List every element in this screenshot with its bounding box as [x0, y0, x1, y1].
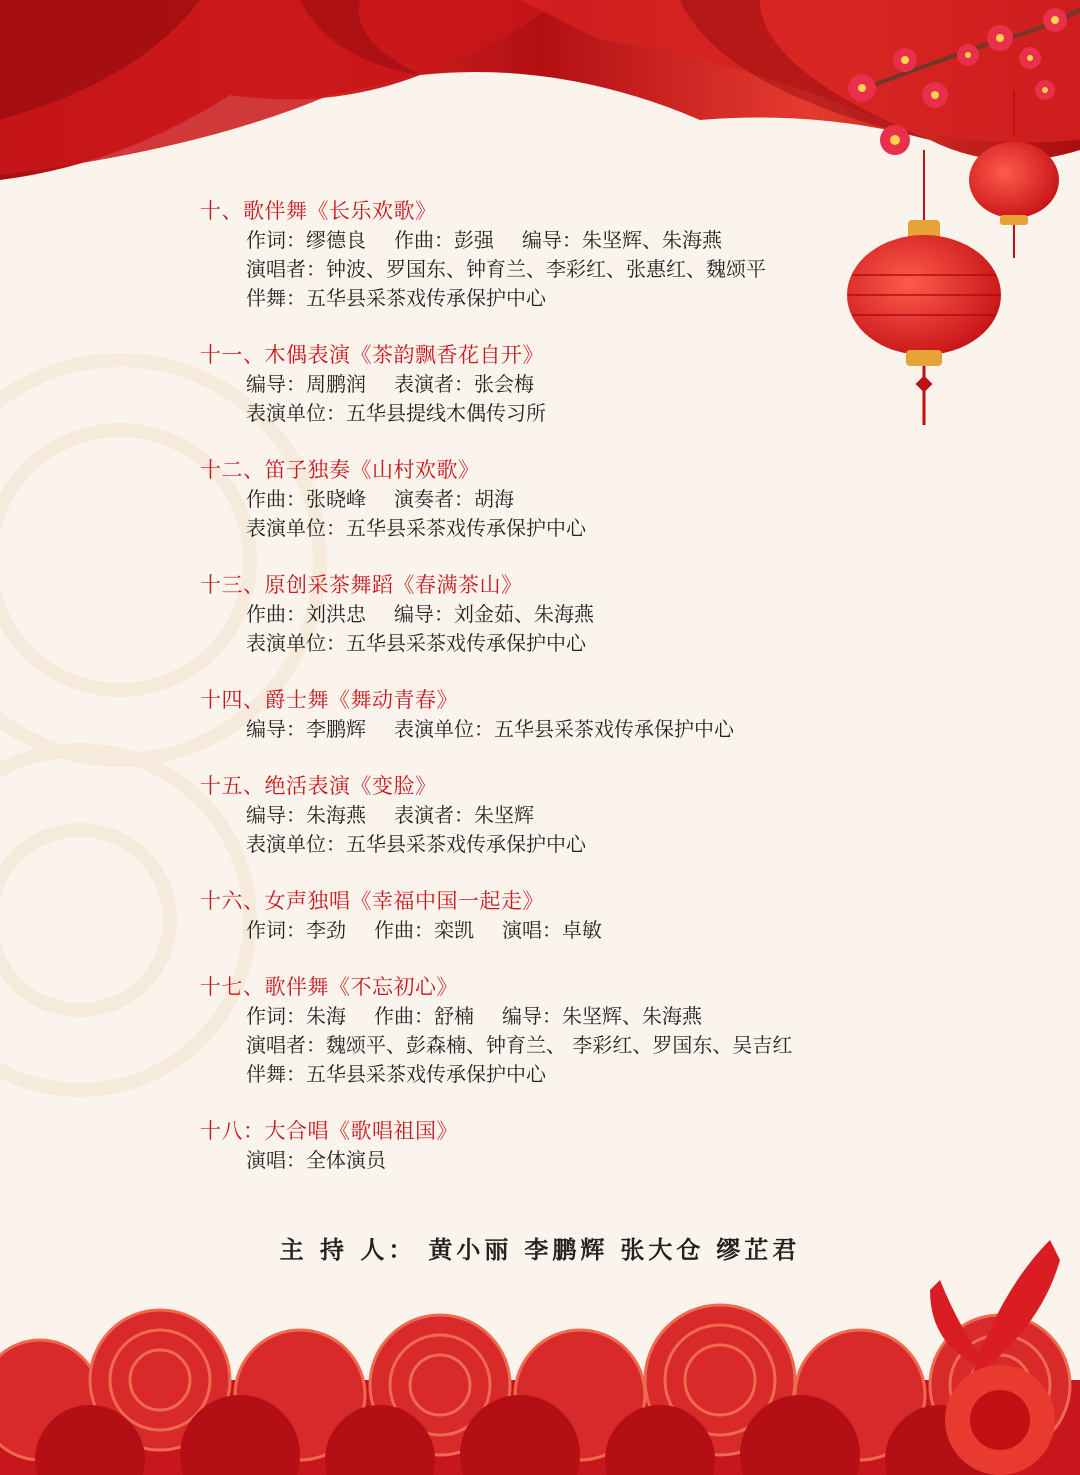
program-list [200, 197, 900, 1203]
program-credit-line [200, 916, 900, 945]
program-credit-line [200, 284, 900, 313]
program-item [200, 973, 900, 1089]
credit-text: 表演者：朱坚辉 [394, 803, 534, 827]
program-credit-line [200, 801, 900, 830]
credit-text: 演唱：全体演员 [246, 1148, 386, 1172]
host-name: 李鹏辉 [524, 1235, 609, 1264]
host-label: 主 持 人： [279, 1235, 417, 1264]
program-item-title: 十五、绝活表演《变脸》 [200, 774, 437, 798]
credit-text: 演唱者：钟波、罗国东、钟育兰、李彩红、张惠红、魏颂平 [246, 257, 766, 281]
program-item-title: 十二、笛子独奏《山村欢歌》 [200, 458, 480, 482]
credit-text: 表演单位：五华县采茶戏传承保护中心 [246, 631, 586, 655]
program-item-title: 十七、歌伴舞《不忘初心》 [200, 975, 458, 999]
program-credit-line [200, 514, 900, 543]
program-item-title: 十一、木偶表演《茶韵飘香花自开》 [200, 343, 544, 367]
credit-text: 表演单位：五华县采茶戏传承保护中心 [246, 832, 586, 856]
credit-text: 伴舞：五华县采茶戏传承保护中心 [246, 286, 546, 310]
credit-text: 编导：周鹏润 [246, 372, 366, 396]
program-item-title: 十八：大合唱《歌唱祖国》 [200, 1119, 458, 1143]
host-name: 缪芷君 [716, 1235, 801, 1264]
program-item-title: 十六、女声独唱《幸福中国一起走》 [200, 889, 544, 913]
program-item [200, 686, 900, 744]
credit-text: 编导：刘金茹、朱海燕 [394, 602, 594, 626]
program-item-title: 十四、爵士舞《舞动青春》 [200, 688, 458, 712]
program-credit-line [200, 715, 900, 744]
program-item [200, 197, 900, 313]
credit-text: 作曲：舒楠 [374, 1004, 474, 1028]
program-item [200, 772, 900, 859]
program-credit-line [200, 485, 900, 514]
program-credit-line [200, 629, 900, 658]
credit-text: 作曲：彭强 [394, 228, 494, 252]
program-credit-line [200, 255, 900, 284]
credit-text: 演唱者：魏颂平、彭森楠、钟育兰、 李彩红、罗国东、吴吉红 [246, 1033, 793, 1057]
credit-text: 作曲：张晓峰 [246, 487, 366, 511]
host-name: 黄小丽 [428, 1235, 513, 1264]
program-item [200, 341, 900, 428]
program-credit-line [200, 226, 900, 255]
credit-text: 作曲：刘洪忠 [246, 602, 366, 626]
credit-text: 表演单位：五华县提线木偶传习所 [246, 401, 546, 425]
program-credit-line [200, 370, 900, 399]
program-item [200, 887, 900, 945]
program-credit-line [200, 1146, 900, 1175]
credit-text: 表演单位：五华县采茶戏传承保护中心 [246, 516, 586, 540]
credit-text: 表演者：张会梅 [394, 372, 534, 396]
credit-text: 演奏者：胡海 [394, 487, 514, 511]
program-item [200, 456, 900, 543]
program-credit-line [200, 600, 900, 629]
program-credit-line [200, 1002, 900, 1031]
red-curtain [0, 0, 1080, 180]
credit-text: 作词：李劲 [246, 918, 346, 942]
program-credit-line [200, 830, 900, 859]
program-item [200, 571, 900, 658]
program-credit-line [200, 1031, 900, 1060]
red-wave-pattern [0, 1305, 1080, 1475]
credit-text: 编导：朱坚辉、朱海燕 [502, 1004, 702, 1028]
program-item-title: 十、歌伴舞《长乐欢歌》 [200, 199, 437, 223]
program-credit-line [200, 399, 900, 428]
credit-text: 演唱：卓敏 [502, 918, 602, 942]
credit-text: 作词：朱海 [246, 1004, 346, 1028]
program-item [200, 1117, 900, 1175]
credit-text: 编导：李鹏辉 [246, 717, 366, 741]
credit-text: 编导：朱海燕 [246, 803, 366, 827]
credit-text: 表演单位：五华县采茶戏传承保护中心 [394, 717, 734, 741]
credit-text: 作词：缪德良 [246, 228, 366, 252]
host-line [0, 1230, 1080, 1265]
credit-text: 作曲：栾凯 [374, 918, 474, 942]
program-item-title: 十三、原创采茶舞蹈《春满茶山》 [200, 573, 523, 597]
credit-text: 编导：朱坚辉、朱海燕 [522, 228, 722, 252]
host-name: 张大仓 [620, 1235, 705, 1264]
credit-text: 伴舞：五华县采茶戏传承保护中心 [246, 1062, 546, 1086]
program-credit-line [200, 1060, 900, 1089]
